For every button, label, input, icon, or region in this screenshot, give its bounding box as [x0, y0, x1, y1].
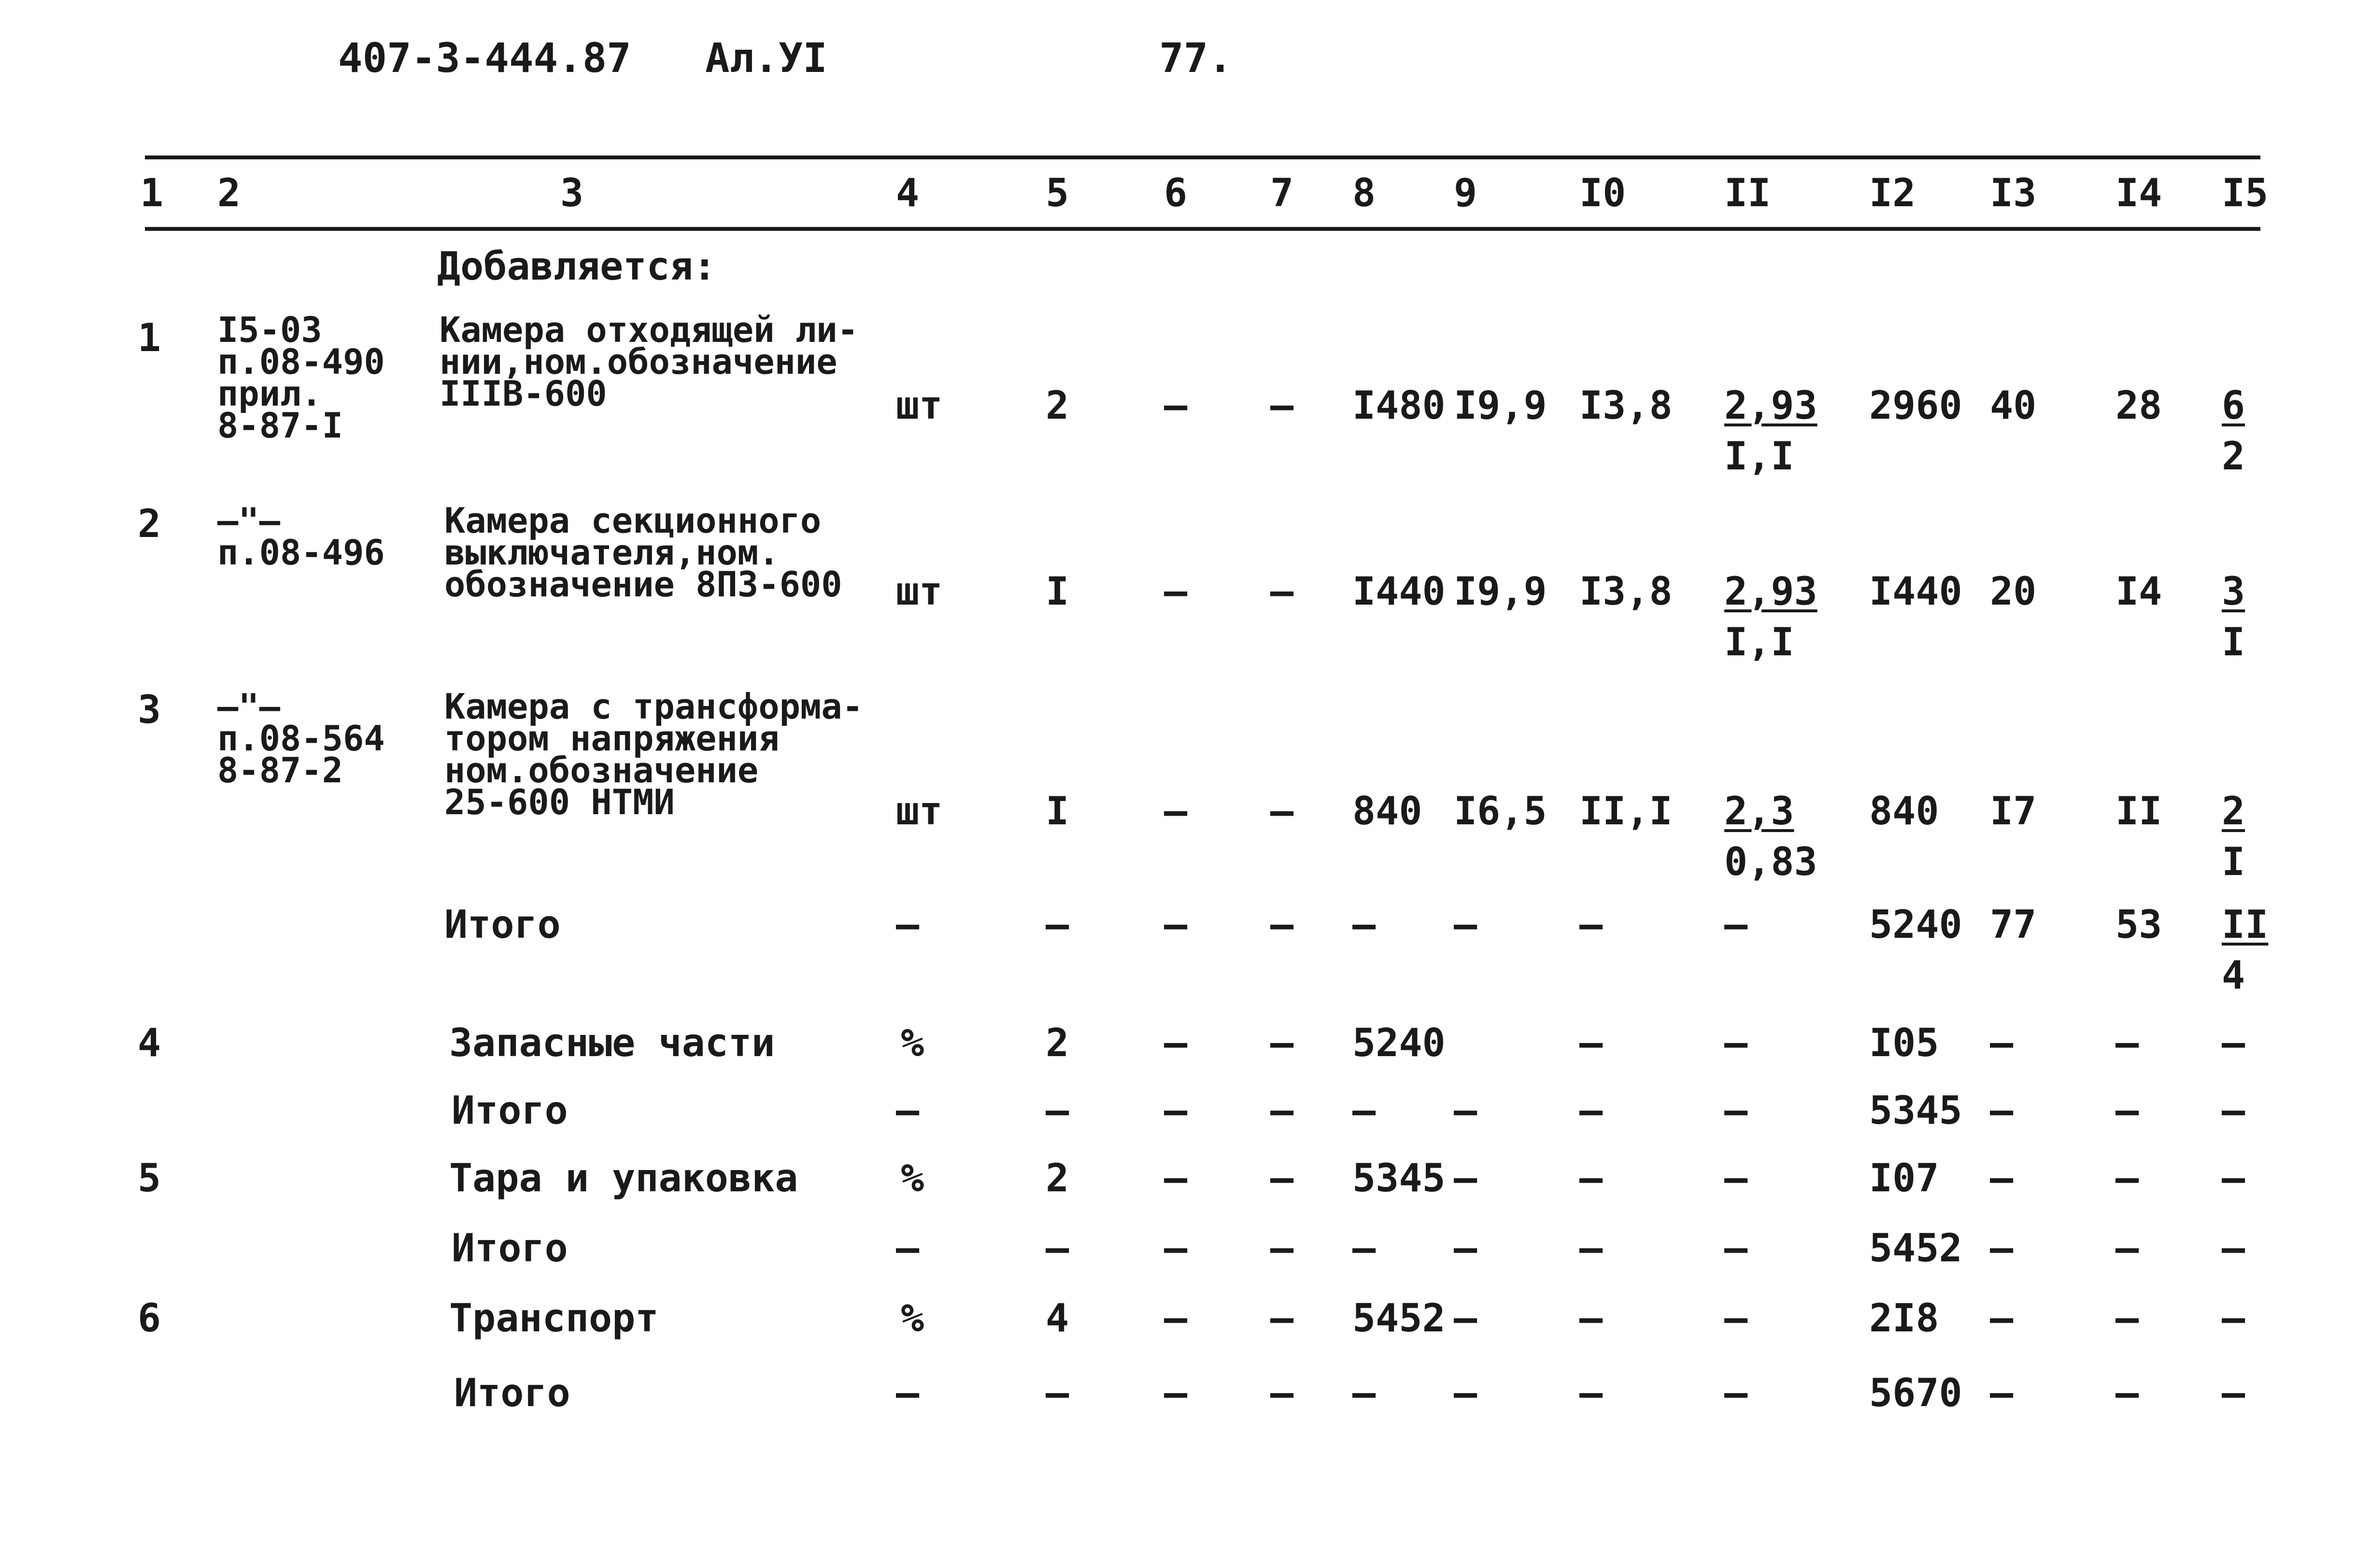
dash-col15: – [2222, 1296, 2245, 1341]
row-name: Камера отходящей ли- нии,ном.обозначение IIIВ-600 [440, 310, 858, 414]
dash-col4: – [896, 1370, 920, 1415]
row-col15-bottom: 2 [2222, 434, 2245, 479]
row-qty: I [1046, 569, 1069, 614]
row-col9: I9,9 [1454, 383, 1547, 428]
row-col8: 840 [1352, 789, 1422, 833]
dash-col5: – [1046, 1088, 1069, 1133]
dash-col7: – [1270, 902, 1294, 947]
col-header-5: 5 [1046, 170, 1069, 215]
row-col9: I6,5 [1454, 789, 1547, 833]
row-col9: I9,9 [1454, 569, 1547, 614]
itogo-label: Итого [452, 1088, 568, 1133]
dash-col11: – [1724, 1156, 1748, 1201]
dash-col9: – [1454, 1226, 1477, 1271]
album-label: Ал.УI [705, 34, 827, 82]
col-header-14: I4 [2115, 170, 2162, 215]
row-col10: I3,8 [1579, 383, 1673, 428]
transport-unit: % [901, 1296, 924, 1341]
document-code: 407-3-444.87 [338, 34, 631, 82]
packing-col12: I07 [1869, 1156, 1939, 1201]
itogo-col12: 5240 [1869, 902, 1962, 947]
row-col13: I7 [1990, 789, 2037, 833]
row-col6: – [1164, 789, 1188, 833]
row-name: Камера с трансформа- тором напряжения ном.обозначение 25-600 НТМИ [444, 686, 863, 822]
dash-col15: – [2222, 1020, 2245, 1065]
dash-col9: – [1454, 1370, 1477, 1415]
dash-col6: – [1164, 1088, 1188, 1133]
row-col8: I480 [1352, 383, 1446, 428]
spare-qty: 2 [1046, 1020, 1069, 1065]
dash-col10: – [1579, 1226, 1603, 1271]
dash-col8: – [1352, 902, 1376, 947]
dash-col11: – [1724, 1226, 1748, 1271]
dash-col9: – [1454, 1296, 1477, 1341]
row-code: I5-03 п.08-490 прил. 8-87-I [217, 310, 385, 446]
dash-col14: – [2115, 1020, 2139, 1065]
section-label: Добавляется: [437, 244, 716, 289]
row-col15-top: 2 [2222, 789, 2245, 833]
dash-col13: – [1990, 1088, 2014, 1133]
col-header-6: 6 [1164, 170, 1188, 215]
dash-col10: – [1579, 1296, 1603, 1341]
itogo-col14: 53 [2115, 902, 2162, 947]
dash-col8: – [1352, 1370, 1376, 1415]
spare-label: Запасные части [449, 1020, 775, 1065]
dash-col9: – [1454, 902, 1477, 947]
col-header-7: 7 [1270, 170, 1294, 215]
dash-col4: – [896, 1226, 920, 1271]
dash-col14: – [2115, 1370, 2139, 1415]
dash-col10: – [1579, 1088, 1603, 1133]
col-header-10: I0 [1579, 170, 1626, 215]
dash-col13: – [1990, 1296, 2014, 1341]
row-col13: 20 [1990, 569, 2037, 614]
col-header-3: 3 [560, 170, 584, 215]
dash-col4: – [896, 1088, 920, 1133]
row-col11-top: 2,93 [1724, 383, 1817, 428]
row-number: 6 [138, 1296, 161, 1341]
dash-col7: – [1270, 1370, 1294, 1415]
row-col12: 840 [1869, 789, 1939, 833]
row-col13: 40 [1990, 383, 2037, 428]
row-unit: шт [896, 569, 943, 614]
row-col7: – [1270, 383, 1294, 428]
row-qty: 2 [1046, 383, 1069, 428]
dash-col9: – [1454, 1088, 1477, 1133]
dash-col14: – [2115, 1296, 2139, 1341]
row-col7: – [1270, 789, 1294, 833]
packing-base: 5345 [1352, 1156, 1446, 1201]
dash-col7: – [1270, 1296, 1294, 1341]
dash-col11: – [1724, 902, 1748, 947]
row-col14: II [2115, 789, 2162, 833]
row-number: 3 [138, 687, 161, 732]
dash-col11: – [1724, 1088, 1748, 1133]
spare-unit: % [901, 1020, 924, 1065]
row-name: Камера секционного выключателя,ном. обозначение 8ПЗ-600 [444, 500, 842, 605]
dash-col14: – [2115, 1156, 2139, 1201]
transport-qty: 4 [1046, 1296, 1069, 1341]
row-col11-top: 2,93 [1724, 569, 1817, 614]
row-col15-top: 3 [2222, 569, 2245, 614]
dash-col6: – [1164, 902, 1188, 947]
col-header-11: II [1724, 170, 1771, 215]
row-qty: I [1046, 789, 1069, 833]
col-header-12: I2 [1869, 170, 1916, 215]
dash-col6: – [1164, 1226, 1188, 1271]
row-code: –"– п.08-564 8-87-2 [217, 686, 385, 791]
dash-col15: – [2222, 1370, 2245, 1415]
dash-col10: – [1579, 1156, 1603, 1201]
dash-col8: – [1352, 1088, 1376, 1133]
row-number: 4 [138, 1020, 161, 1065]
transport-col12: 2I8 [1869, 1296, 1939, 1341]
itogo-col12: 5452 [1869, 1226, 1962, 1271]
col-header-2: 2 [217, 170, 241, 215]
dash-col6: – [1164, 1370, 1188, 1415]
table-header-rule [145, 227, 2260, 231]
packing-qty: 2 [1046, 1156, 1069, 1201]
itogo-col15-bottom: 4 [2222, 953, 2245, 998]
row-col11-top: 2,3 [1724, 789, 1794, 833]
dash-col10: – [1579, 1370, 1603, 1415]
itogo-col12: 5670 [1869, 1370, 1962, 1415]
dash-col7: – [1270, 1020, 1294, 1065]
dash-col4: – [896, 902, 920, 947]
col-header-9: 9 [1454, 170, 1477, 215]
col-header-1: 1 [140, 170, 164, 215]
packing-label: Тара и упаковка [449, 1156, 798, 1201]
dash-col7: – [1270, 1156, 1294, 1201]
row-col11-bottom: 0,83 [1724, 839, 1817, 884]
itogo-label: Итого [444, 902, 561, 947]
dash-col13: – [1990, 1020, 2014, 1065]
row-col11-bottom: I,I [1724, 620, 1794, 664]
row-col14: 28 [2115, 383, 2162, 428]
dash-col13: – [1990, 1226, 2014, 1271]
dash-col5: – [1046, 1226, 1069, 1271]
dash-col15: – [2222, 1088, 2245, 1133]
dash-col15: – [2222, 1156, 2245, 1201]
row-number: 1 [138, 315, 161, 360]
dash-col14: – [2115, 1088, 2139, 1133]
row-col12: 2960 [1869, 383, 1962, 428]
packing-unit: % [901, 1156, 924, 1201]
dash-col11: – [1724, 1020, 1748, 1065]
row-number: 2 [138, 501, 161, 546]
dash-col9: – [1454, 1156, 1477, 1201]
page-number: 77. [1159, 34, 1233, 82]
col-header-8: 8 [1352, 170, 1376, 215]
dash-col14: – [2115, 1226, 2139, 1271]
itogo-col12: 5345 [1869, 1088, 1962, 1133]
dash-col8: – [1352, 1226, 1376, 1271]
dash-col13: – [1990, 1370, 2014, 1415]
row-unit: шт [896, 383, 943, 428]
row-col14: I4 [2115, 569, 2162, 614]
dash-col6: – [1164, 1020, 1188, 1065]
row-col12: I440 [1869, 569, 1962, 614]
dash-col13: – [1990, 1156, 2014, 1201]
dash-col5: – [1046, 1370, 1069, 1415]
dash-col10: – [1579, 902, 1603, 947]
transport-base: 5452 [1352, 1296, 1446, 1341]
dash-col6: – [1164, 1296, 1188, 1341]
row-col8: I440 [1352, 569, 1446, 614]
row-col15-bottom: I [2222, 839, 2245, 884]
col-header-4: 4 [896, 170, 920, 215]
dash-col11: – [1724, 1370, 1748, 1415]
itogo-col13: 77 [1990, 902, 2037, 947]
row-unit: шт [896, 789, 943, 833]
dash-col7: – [1270, 1088, 1294, 1133]
dash-col15: – [2222, 1226, 2245, 1271]
dash-col7: – [1270, 1226, 1294, 1271]
row-col15-bottom: I [2222, 620, 2245, 664]
row-col6: – [1164, 383, 1188, 428]
row-col15-top: 6 [2222, 383, 2245, 428]
dash-col10: – [1579, 1020, 1603, 1065]
dash-col11: – [1724, 1296, 1748, 1341]
dash-col6: – [1164, 1156, 1188, 1201]
transport-label: Транспорт [449, 1296, 659, 1341]
dash-col5: – [1046, 902, 1069, 947]
col-header-13: I3 [1990, 170, 2037, 215]
itogo-label: Итого [452, 1226, 568, 1271]
row-number: 5 [138, 1156, 161, 1201]
row-col6: – [1164, 569, 1188, 614]
col-header-15: I5 [2222, 170, 2269, 215]
row-col10: II,I [1579, 789, 1673, 833]
row-code: –"– п.08-496 [217, 500, 385, 573]
itogo-col15-top: II [2222, 902, 2269, 947]
row-col7: – [1270, 569, 1294, 614]
row-col10: I3,8 [1579, 569, 1673, 614]
table-top-rule [145, 155, 2260, 159]
row-col11-bottom: I,I [1724, 434, 1794, 479]
spare-col12: I05 [1869, 1020, 1939, 1065]
itogo-label: Итого [454, 1370, 570, 1415]
spare-base: 5240 [1352, 1020, 1446, 1065]
